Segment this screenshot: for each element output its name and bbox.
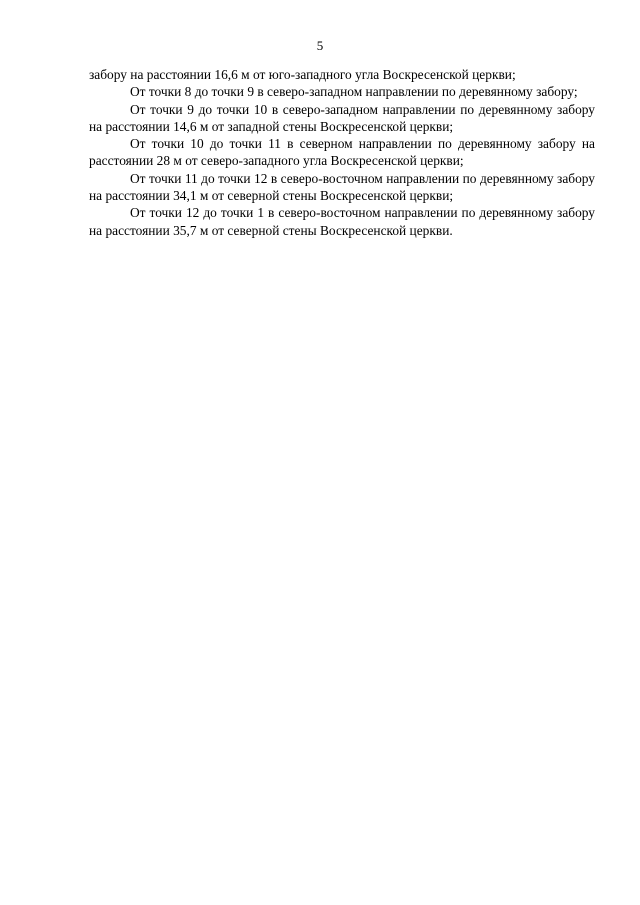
paragraph-point-12-1: От точки 12 до точки 1 в северо-восточном направлении по деревянному забору на расстоянии 35,7 м от северной стены Воскресенской церкви. xyxy=(89,205,595,238)
paragraph-point-9-10: От точки 9 до точки 10 в северо-западном направлении по деревянному забору на расстоянии 14,6 м от западной стены Воскресенской церкви; xyxy=(89,101,595,134)
document-body xyxy=(89,66,595,239)
paragraph-point-10-11: От точки 10 до точки 11 в северном направлении по деревянному забору на расстоянии 28 м от северо-западного угла Воскресенской церкви; xyxy=(89,136,595,169)
paragraph-point-8-9: От точки 8 до точки 9 в северо-западном направлении по деревянному забору; xyxy=(130,84,578,100)
paragraph-point-11-12: От точки 11 до точки 12 в северо-восточном направлении по деревянному забору на расстоянии 34,1 м от северной стены Воскресенской церкви; xyxy=(89,170,595,204)
page-number: 5 xyxy=(316,38,324,53)
paragraph-continuation: забору на расстоянии 16,6 м от юго-западного угла Воскресенской церкви; xyxy=(89,67,516,82)
